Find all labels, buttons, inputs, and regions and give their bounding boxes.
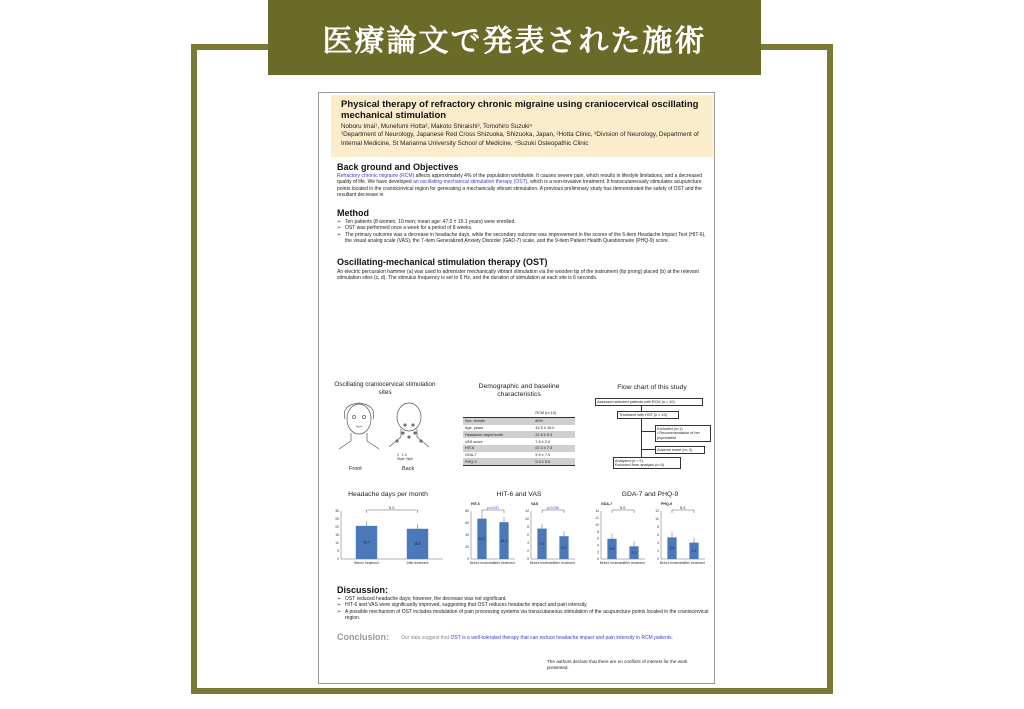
poster <box>318 92 715 684</box>
significance-label: N.S. <box>388 505 396 510</box>
y-tick-label: 4 <box>657 541 659 546</box>
background-part2: affects approximately 4% of the population worldwide. It causes severe pain, which results in lifestyle limitations, and a decreased quality of life. We have developed <box>337 173 703 186</box>
table-cell: 80% <box>533 417 575 424</box>
table-row <box>463 431 575 438</box>
conclusion-text <box>337 635 709 651</box>
y-tick-label: 6 <box>527 533 529 538</box>
flow-adverse: Adverse event (n= 0) <box>655 446 705 454</box>
stimulation-sites-figure <box>337 401 437 469</box>
y-tick-label: 10 <box>335 541 339 546</box>
y-tick-label: 8 <box>597 529 599 534</box>
flow-assessed: Assessed selected patients with RCM (n = 10) <box>595 398 703 406</box>
data-label: 61.4 <box>500 538 508 543</box>
table-header-cell <box>463 410 533 417</box>
y-tick-label: 6 <box>657 533 659 538</box>
back-head-icon <box>389 403 429 447</box>
significance-label: p=0.030 <box>546 505 560 510</box>
y-tick-label: 2 <box>527 549 529 554</box>
panel-title: PHQ-9 <box>661 502 672 506</box>
data-label: 5.7 <box>561 545 567 550</box>
y-tick-label: 14 <box>595 509 599 514</box>
conflict-statement: The authors declare that there are no conflicts of interest for the work presented. <box>547 659 688 670</box>
significance-bracket <box>542 510 564 513</box>
table-cell: Sex, female <box>463 417 533 424</box>
x-tick-label: After treatment <box>406 561 429 565</box>
discussion-item: ➢ HIT-6 and VAS were significantly improved, suggesting that OST reduces headache impact and pain intensity. <box>337 602 709 608</box>
y-tick-label: 0 <box>467 557 469 562</box>
gda7-phq9-chart <box>587 501 709 573</box>
method-item: ➢ Ten patients (8 women, 10 men; mean age: 47.0 ± 15.1 years) were enrolled. <box>337 219 709 225</box>
y-tick-label: 0 <box>597 557 599 562</box>
x-tick-label: After treatment <box>493 561 515 565</box>
discussion-item: ➢ OST reduced headache days; however, the decrease was not significant. <box>337 596 709 602</box>
demographics-table <box>463 410 575 466</box>
y-tick-label: 25 <box>335 517 339 522</box>
method-item: ➢ The primary outcome was a decrease in headache days, while the secondary outcome was improvement in the scores of the 6-item Headache Impact Test (HIT-6), the visual analog scale (VAS), the 7-item Generalized Anxiety Disorder (GAD-7) scale, and the 9-item Patient Health Questionnaire (PHQ-9) score. <box>337 232 709 245</box>
ost-heading: Oscillating-mechanical stimulation therapy (OST) <box>337 257 548 267</box>
table-cell: 7.6 ± 2.0 <box>535 439 551 444</box>
data-label: 18.9 <box>414 542 421 547</box>
y-tick-label: 4 <box>527 541 529 546</box>
table-row <box>463 445 575 452</box>
chart3-title: GDA-7 and PHQ-9 <box>621 491 679 498</box>
discussion-item: ➢ A possible mechanism of OST includes modulation of pain processing systems via transcutaneous stimulation of the acupuncture points located in the craniocervical region. <box>337 609 709 622</box>
y-tick-label: 10 <box>525 517 529 522</box>
data-label: 4.1 <box>691 549 697 553</box>
data-label: 67.3 <box>478 537 486 542</box>
y-tick-label: 60 <box>465 521 469 526</box>
sites-title: Oscillating craniocervical stimulation sites <box>334 381 436 396</box>
flow-excluded: Excluded (n=1) • Recommendation of her psychiatrist <box>655 425 711 442</box>
background-text <box>337 173 709 199</box>
flow-line <box>641 449 655 450</box>
flowchart-title: Flow chart of this study <box>617 384 687 391</box>
method-list <box>337 219 709 252</box>
table-row <box>463 425 575 432</box>
data-label: 3.7 <box>631 550 637 555</box>
y-tick-label: 12 <box>655 509 659 514</box>
table-cell: Headache days/month <box>463 431 533 438</box>
table-row <box>463 452 575 459</box>
chart1-title: Headache days per month <box>348 491 428 498</box>
y-tick-label: 12 <box>595 516 599 521</box>
panel-title: HIT-6 <box>471 502 480 506</box>
poster-authors <box>341 123 701 148</box>
banner-title: 医療論文で発表された施術 <box>268 0 761 75</box>
x-tick-label: Before treatment <box>529 561 555 565</box>
significance-label: N.S. <box>619 505 627 510</box>
flow-treatment: Treatment with OST (n = 10) <box>617 411 679 419</box>
back-codes: 3 1-3 Style Style <box>397 453 414 461</box>
y-tick-label: 20 <box>465 545 469 550</box>
flow-line <box>641 418 642 457</box>
y-tick-label: 15 <box>335 533 339 538</box>
table-cell: 21.6 ± 5.3 <box>533 431 575 438</box>
significance-label: p=0.037 <box>486 505 500 510</box>
data-label: 7.6 <box>539 542 545 546</box>
poster-title: Physical therapy of refractory chronic migraine using craniocervical oscillating mechanical stimulation <box>341 99 699 121</box>
significance-bracket <box>612 510 634 513</box>
y-tick-label: 20 <box>335 525 339 530</box>
method-heading: Method <box>337 208 369 218</box>
table-row <box>463 417 575 424</box>
method-item: ➢ OST was performed once a week for a period of 8 weeks. <box>337 225 709 231</box>
discussion-list <box>337 596 709 624</box>
affiliation-list: ¹Department of Neurology, Japanese Red Cross Shizuoka, Shizuoka, Japan, ²Hotta Clinic, ³Division of Neurology, Department of Internal Medicine, St Marianna University School of Medicine, ⁴Suzuki Osteopathic Clinic <box>341 131 699 147</box>
y-tick-label: 10 <box>655 517 659 522</box>
x-tick-label: Before treatment <box>354 561 379 565</box>
y-tick-label: 10 <box>595 522 599 527</box>
table-cell: GDA-7 <box>465 453 477 458</box>
significance-bracket <box>367 510 418 513</box>
y-tick-label: 0 <box>657 557 659 562</box>
table-row <box>463 438 575 445</box>
panel-title: VAS <box>531 502 539 506</box>
x-tick-label: After treatment <box>683 561 705 565</box>
back-label: Back <box>402 466 415 472</box>
ost-text: An electric percussion hammer (a) was used to administer mechanically vibrant stimulation via the wooden tip of the instrument (tip prong) placed (b) at the relevant stimulation sites (c, d). The stimulus frequency is set to 6 Hz, and the duration of stimulation at each site is 6 seconds. <box>337 269 699 282</box>
y-tick-label: 2 <box>657 549 659 554</box>
x-tick-label: Before treatment <box>599 561 625 565</box>
x-tick-label: After treatment <box>623 561 645 565</box>
table-cell: VAS score <box>465 439 483 444</box>
table-cell: PHQ-9 <box>463 458 533 465</box>
x-tick-label: Before treatment <box>469 561 495 565</box>
x-tick-label: After treatment <box>553 561 575 565</box>
front-head-icon <box>339 403 379 449</box>
significance-label: N.S. <box>679 505 687 510</box>
significance-bracket <box>482 510 504 513</box>
y-tick-label: 0 <box>337 557 339 562</box>
table-header-cell: RCM (n=10) <box>535 411 557 416</box>
demographics-title: Demographic and baseline characteristics <box>478 383 560 398</box>
table-cell: 44.9 ± 15.0 <box>535 425 555 430</box>
data-label: 20.7 <box>363 540 370 545</box>
data-label: 5.4 <box>669 546 675 551</box>
front-label: Front <box>349 466 362 472</box>
conclusion-part2: OST is a well-tolerated therapy that can reduce headache impact and pain intensity in RCM patients. <box>450 635 674 641</box>
table-cell: 67.3 ± 7.3 <box>533 445 575 452</box>
y-tick-label: 4 <box>597 543 599 548</box>
headache-days-chart <box>327 501 447 573</box>
y-tick-label: 5 <box>337 549 339 554</box>
rcm-term: Refractory chronic migraine (RCM) <box>337 173 415 179</box>
y-tick-label: 12 <box>525 509 529 514</box>
significance-bracket <box>672 510 694 513</box>
conclusion-part1: Our data suggest that <box>401 635 451 641</box>
table-row <box>463 458 575 465</box>
table-cell: Age, years <box>465 425 484 430</box>
discussion-heading: Discussion: <box>337 585 389 595</box>
background-part4: , which is a non-invasive treatment. It transcutaneously stimulates acupuncture points located in the craniocervical region for generating a mechanically vibrant stimulation. A previous preliminary study has demonstrated the safety of OST and the resultant decrease in <box>337 179 702 199</box>
y-tick-label: 8 <box>657 525 659 530</box>
y-tick-label: 8 <box>527 525 529 530</box>
x-tick-label: Before treatment <box>659 561 685 565</box>
y-tick-label: 30 <box>335 509 339 514</box>
ost-term: an oscillating-mechanical stimulation therapy (OST) <box>413 179 528 186</box>
data-label: 5.9 <box>609 547 615 552</box>
flow-line <box>641 431 655 432</box>
table-cell: HIT-6 <box>463 445 533 452</box>
author-list: Noboru Imai¹, Munefumi Hotta², Makoto Shiraishi³, Tomohiro Suzuki⁴ <box>341 123 533 130</box>
table-cell: 5.9 ± 7.5 <box>535 453 551 458</box>
flow-analyzed: Analyzed (n = 9) Excluded from analysis (n=0) <box>613 457 681 469</box>
hit6-vas-chart <box>457 501 579 573</box>
y-tick-label: 2 <box>597 550 599 555</box>
y-tick-label: 40 <box>465 533 469 538</box>
y-tick-label: 6 <box>597 536 599 541</box>
y-tick-label: 0 <box>527 557 529 562</box>
table-cell: 5.4 ± 5.5 <box>533 458 575 465</box>
background-heading: Back ground and Objectives <box>337 162 459 172</box>
y-tick-label: 80 <box>465 509 469 514</box>
conclusion-heading: Conclusion: <box>337 632 389 642</box>
chart2-title: HIT-6 and VAS <box>496 491 542 498</box>
panel-title: GDA-7 <box>601 502 613 506</box>
